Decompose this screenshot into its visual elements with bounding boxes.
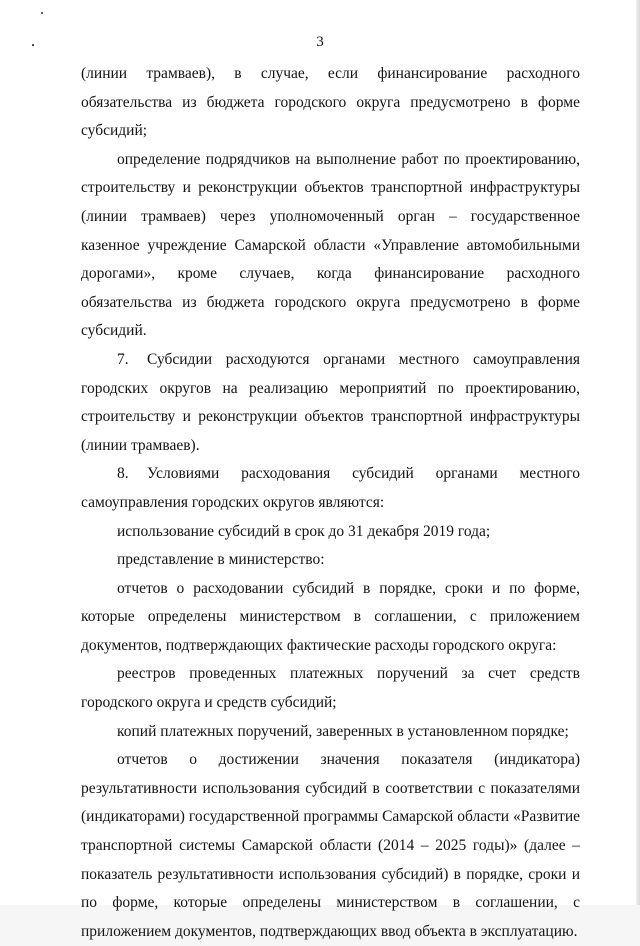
paragraph-submission	[81, 546, 580, 575]
paragraph-contractors	[81, 146, 580, 346]
paragraph-item-8	[81, 460, 580, 517]
paragraph-text: отчетов о достижении значения показателя (индикатора) результативности использования субсидий в соответствии с показателями (индикаторами) государственной программы Самарской области «Развитие транспортной системы Самарской области (2014 – 2025 годы)» (далее – показатель результативности использования субсидий) в порядке, сроки и по форме, которые определены министерством в соглашении, с приложением документов, подтверждающих ввод объекта в эксплуатацию.	[81, 751, 580, 940]
paragraph-deadline	[81, 518, 580, 547]
page-edge-shadow	[636, 0, 640, 905]
paragraph-copies	[81, 718, 580, 747]
paragraph-item-7	[81, 346, 580, 460]
paragraph-text: копий платежных поручений, заверенных в установленном порядке;	[117, 722, 569, 740]
paragraph-text: реестров проведенных платежных поручений за счет средств городского округа и средств субсидий;	[81, 665, 580, 712]
item-number: 7.	[117, 350, 129, 368]
paragraph-reports	[81, 575, 580, 661]
document-body	[81, 60, 580, 946]
item-number: 8.	[117, 465, 129, 483]
paragraph-text: использование субсидий в срок до 31 декабря 2019 года;	[117, 522, 491, 540]
paragraph-text: отчетов о расходовании субсидий в порядке, сроки и по форме, которые определены министерством в соглашении, с приложением документов, подтверждающих фактические расходы городского округа:	[81, 579, 580, 654]
paragraph-registers	[81, 660, 580, 717]
scan-speck	[41, 12, 43, 14]
paragraph-text: представление в министерство:	[117, 551, 325, 569]
page-number: 3	[316, 34, 324, 50]
paragraph-text: определение подрядчиков на выполнение работ по проектированию, строительству и реконструкции объектов транспортной инфраструктуры (линии трамваев) через уполномоченный орган – государственное казенное учреждение Самарской области «Управление автомобильными дорогами», кроме случаев, когда финансирование расходного обязательства из бюджета городского округа предусмотрено в форме субсидий.	[81, 150, 580, 340]
paragraph-text: Субсидии расходуются органами местного самоуправления городских округов на реализацию мероприятий по проектированию, строительству и реконструкции объектов транспортной инфраструктуры (линии трамваев).	[81, 350, 580, 454]
paragraph-text: (линии трамваев), в случае, если финансирование расходного обязательства из бюджета городского округа предусмотрено в форме субсидий;	[81, 65, 580, 140]
paragraph-continuation	[81, 60, 580, 146]
paragraph-indicator	[81, 746, 580, 946]
paragraph-text: Условиями расходования субсидий органами местного самоуправления городских округов являются:	[81, 465, 580, 511]
